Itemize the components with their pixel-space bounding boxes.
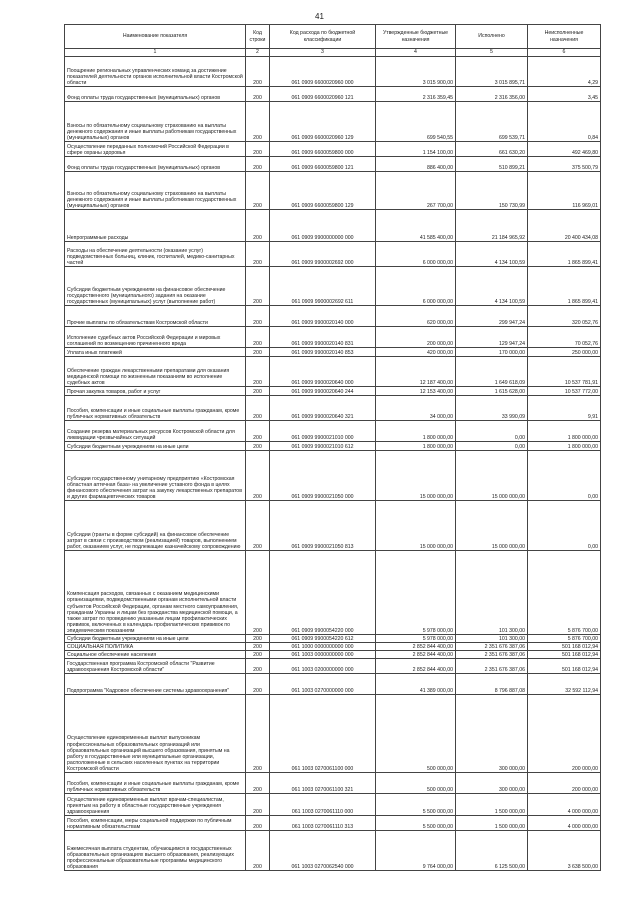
row-executed-value: 4 134 100,59 bbox=[456, 242, 528, 267]
row-approved-value: 500 000,00 bbox=[376, 773, 456, 794]
row-unexecuted-value: 3 638 500,00 bbox=[528, 831, 601, 871]
row-unexecuted-value: 1 865 899,41 bbox=[528, 242, 601, 267]
row-budget-code: 061 0909 9900020640 321 bbox=[270, 396, 376, 421]
row-unexecuted-value: 0,00 bbox=[528, 501, 601, 551]
row-approved-value: 6 000 000,00 bbox=[376, 242, 456, 267]
row-approved-value: 5 500 000,00 bbox=[376, 816, 456, 831]
column-number: 5 bbox=[456, 49, 528, 57]
row-unexecuted-value: 320 052,76 bbox=[528, 306, 601, 327]
table-row bbox=[65, 157, 601, 172]
row-unexecuted-value: 492 469,80 bbox=[528, 142, 601, 157]
row-budget-code: 061 1003 0270062540 000 bbox=[270, 831, 376, 871]
row-approved-value: 2 852 844 400,00 bbox=[376, 659, 456, 674]
table-body bbox=[65, 57, 601, 871]
row-budget-code: 061 0909 6600020960 000 bbox=[270, 57, 376, 87]
row-unexecuted-value: 116 969,01 bbox=[528, 172, 601, 210]
row-line-code: 200 bbox=[246, 651, 270, 659]
row-budget-code: 061 1000 0000000000 000 bbox=[270, 643, 376, 651]
row-line-code: 200 bbox=[246, 674, 270, 695]
row-line-code: 200 bbox=[246, 816, 270, 831]
row-executed-value: 21 184 965,92 bbox=[456, 210, 528, 242]
row-budget-code: 061 0909 6600059800 129 bbox=[270, 172, 376, 210]
table-row bbox=[65, 421, 601, 442]
row-indicator-name: Осуществление переданных полномочий Российской Федерации в сфере охраны здоровья bbox=[65, 142, 246, 157]
table-row bbox=[65, 210, 601, 242]
row-approved-value: 1 800 000,00 bbox=[376, 421, 456, 442]
budget-execution-table bbox=[64, 24, 601, 871]
row-executed-value: 300 000,00 bbox=[456, 773, 528, 794]
row-approved-value: 34 000,00 bbox=[376, 396, 456, 421]
row-line-code: 200 bbox=[246, 327, 270, 348]
column-number: 1 bbox=[65, 49, 246, 57]
row-unexecuted-value: 4,29 bbox=[528, 57, 601, 87]
row-indicator-name: Пособия, компенсации и иные социальные выплаты гражданам, кроме публичных нормативных обязательств bbox=[65, 396, 246, 421]
row-approved-value: 6 000 000,00 bbox=[376, 267, 456, 306]
row-approved-value: 12 153 400,00 bbox=[376, 387, 456, 396]
header-executed: Исполнено bbox=[456, 25, 528, 49]
header-indicator-name: Наименование показателя bbox=[65, 25, 246, 49]
row-indicator-name: Пособия, компенсации и иные социальные выплаты гражданам, кроме публичных нормативных обязательств bbox=[65, 773, 246, 794]
row-unexecuted-value: 4 000 000,00 bbox=[528, 816, 601, 831]
row-unexecuted-value: 501 168 012,94 bbox=[528, 643, 601, 651]
row-indicator-name: Исполнение судебных актов Российской Федерации и мировых соглашений по возмещению причиненного вреда bbox=[65, 327, 246, 348]
row-line-code: 200 bbox=[246, 659, 270, 674]
row-executed-value: 8 796 887,08 bbox=[456, 674, 528, 695]
row-executed-value: 170 000,00 bbox=[456, 348, 528, 357]
row-line-code: 200 bbox=[246, 695, 270, 773]
row-budget-code: 061 1003 0270000000 000 bbox=[270, 674, 376, 695]
row-executed-value: 101 300,00 bbox=[456, 635, 528, 643]
row-line-code: 200 bbox=[246, 635, 270, 643]
row-indicator-name: Субсидии (гранты в форме субсидий) на финансовое обеспечение затрат в связи с производством (реализацией) товаров, выполнением работ, оказанием услуг, не подлежащие казначейскому сопровождению bbox=[65, 501, 246, 551]
row-approved-value: 699 540,55 bbox=[376, 102, 456, 142]
table-row bbox=[65, 87, 601, 102]
row-indicator-name: Непрограммные расходы bbox=[65, 210, 246, 242]
row-executed-value: 33 990,09 bbox=[456, 396, 528, 421]
table-row bbox=[65, 306, 601, 327]
row-approved-value: 3 015 900,00 bbox=[376, 57, 456, 87]
table-row bbox=[65, 794, 601, 816]
row-unexecuted-value: 501 168 012,94 bbox=[528, 651, 601, 659]
row-unexecuted-value: 1 800 000,00 bbox=[528, 442, 601, 451]
row-line-code: 200 bbox=[246, 157, 270, 172]
row-executed-value: 0,00 bbox=[456, 421, 528, 442]
row-line-code: 200 bbox=[246, 421, 270, 442]
row-budget-code: 061 0909 6600020960 121 bbox=[270, 87, 376, 102]
row-unexecuted-value: 70 052,76 bbox=[528, 327, 601, 348]
row-unexecuted-value: 200 000,00 bbox=[528, 773, 601, 794]
row-approved-value: 886 400,00 bbox=[376, 157, 456, 172]
row-unexecuted-value: 375 500,79 bbox=[528, 157, 601, 172]
row-unexecuted-value: 4 000 000,00 bbox=[528, 794, 601, 816]
row-indicator-name: Фонд оплаты труда государственных (муниципальных) органов bbox=[65, 87, 246, 102]
row-budget-code: 061 0909 9900021010 612 bbox=[270, 442, 376, 451]
row-indicator-name: Осуществление единовременных выплат выпускникам профессиональных образовательных организаций или образовательных организаций высшего образования, принятым на работу в государственные или муниципальные организации, расположенные в сельских населенных пунктах на территории Костромской области bbox=[65, 695, 246, 773]
row-indicator-name: Субсидии бюджетным учреждениям на иные цели bbox=[65, 442, 246, 451]
table-row bbox=[65, 643, 601, 651]
row-budget-code: 061 0909 9900021050 813 bbox=[270, 501, 376, 551]
row-budget-code: 061 0909 9900054220 000 bbox=[270, 551, 376, 635]
row-approved-value: 2 852 844 400,00 bbox=[376, 643, 456, 651]
table-row bbox=[65, 327, 601, 348]
row-line-code: 200 bbox=[246, 172, 270, 210]
row-budget-code: 061 0909 6600059800 000 bbox=[270, 142, 376, 157]
table-row bbox=[65, 442, 601, 451]
row-indicator-name: Подпрограмма "Кадровое обеспечение системы здравоохранения" bbox=[65, 674, 246, 695]
table-row bbox=[65, 172, 601, 210]
row-line-code: 200 bbox=[246, 142, 270, 157]
table-row bbox=[65, 396, 601, 421]
row-indicator-name: Взносы по обязательному социальному страхованию на выплаты денежного содержания и иные выплаты работникам государственных (муниципальных) органов bbox=[65, 102, 246, 142]
row-indicator-name: Прочие выплаты по обязательствам Костромской области bbox=[65, 306, 246, 327]
row-budget-code: 061 1003 0200000000 000 bbox=[270, 659, 376, 674]
row-line-code: 200 bbox=[246, 210, 270, 242]
row-line-code: 200 bbox=[246, 87, 270, 102]
row-indicator-name: Компенсация расходов, связанных с оказанием медицинскими организациями, подведомственными органам исполнительной власти субъектов Российской Федерации, органам местного самоуправления, гражданам Украины и лицам без гражданства медицинской помощи, а также затрат по проведению указанным лицам профилактических прививок, включенных в календарь профилактических прививок по эпидемическим показаниям bbox=[65, 551, 246, 635]
table-header-row bbox=[65, 25, 601, 49]
table-row bbox=[65, 501, 601, 551]
row-unexecuted-value: 32 592 112,94 bbox=[528, 674, 601, 695]
column-number: 2 bbox=[246, 49, 270, 57]
row-indicator-name: Уплата иных платежей bbox=[65, 348, 246, 357]
row-executed-value: 510 899,21 bbox=[456, 157, 528, 172]
header-budget-code: Код расхода по бюджетной классификации bbox=[270, 25, 376, 49]
header-approved: Утвержденные бюджетные назначения bbox=[376, 25, 456, 49]
row-executed-value: 2 351 676 387,06 bbox=[456, 659, 528, 674]
table-row bbox=[65, 773, 601, 794]
row-line-code: 200 bbox=[246, 267, 270, 306]
row-executed-value: 2 351 676 387,06 bbox=[456, 651, 528, 659]
row-unexecuted-value: 10 537 781,91 bbox=[528, 357, 601, 387]
row-executed-value: 299 947,24 bbox=[456, 306, 528, 327]
row-budget-code: 061 0909 9900021010 000 bbox=[270, 421, 376, 442]
row-budget-code: 061 1003 0270061110 313 bbox=[270, 816, 376, 831]
row-indicator-name: Обеспечение граждан лекарственными препаратами для оказания медицинской помощи по жизненным показаниям во исполнение судебных актов bbox=[65, 357, 246, 387]
row-indicator-name: Социальное обеспечение населения bbox=[65, 651, 246, 659]
row-approved-value: 267 700,00 bbox=[376, 172, 456, 210]
row-approved-value: 420 000,00 bbox=[376, 348, 456, 357]
row-approved-value: 5 500 000,00 bbox=[376, 794, 456, 816]
row-unexecuted-value: 1 865 899,41 bbox=[528, 267, 601, 306]
page-number: 41 bbox=[315, 12, 324, 21]
row-approved-value: 41 389 000,00 bbox=[376, 674, 456, 695]
row-approved-value: 12 187 400,00 bbox=[376, 357, 456, 387]
table-row bbox=[65, 57, 601, 87]
table-row bbox=[65, 659, 601, 674]
table-row bbox=[65, 831, 601, 871]
table-row bbox=[65, 695, 601, 773]
row-approved-value: 5 978 000,00 bbox=[376, 551, 456, 635]
row-approved-value: 9 764 000,00 bbox=[376, 831, 456, 871]
row-approved-value: 15 000 000,00 bbox=[376, 501, 456, 551]
row-approved-value: 5 978 000,00 bbox=[376, 635, 456, 643]
row-line-code: 200 bbox=[246, 396, 270, 421]
row-budget-code: 061 0909 9900021050 000 bbox=[270, 451, 376, 501]
row-executed-value: 1 500 000,00 bbox=[456, 794, 528, 816]
row-approved-value: 15 000 000,00 bbox=[376, 451, 456, 501]
row-executed-value: 2 316 356,00 bbox=[456, 87, 528, 102]
column-number: 4 bbox=[376, 49, 456, 57]
row-executed-value: 1 500 000,00 bbox=[456, 816, 528, 831]
row-line-code: 200 bbox=[246, 551, 270, 635]
row-approved-value: 1 800 000,00 bbox=[376, 442, 456, 451]
row-indicator-name: Поощрение региональных управленческих команд за достижение показателей деятельности органов исполнительной власти Костромской области bbox=[65, 57, 246, 87]
column-number: 6 bbox=[528, 49, 601, 57]
row-budget-code: 061 0909 9900054220 612 bbox=[270, 635, 376, 643]
row-indicator-name: Фонд оплаты труда государственных (муниципальных) органов bbox=[65, 157, 246, 172]
table-row bbox=[65, 674, 601, 695]
row-indicator-name: Создание резерва материальных ресурсов Костромской области для ликвидации чрезвычайных ситуаций bbox=[65, 421, 246, 442]
row-approved-value: 620 000,00 bbox=[376, 306, 456, 327]
row-budget-code: 061 0909 9900002692 611 bbox=[270, 267, 376, 306]
row-line-code: 200 bbox=[246, 57, 270, 87]
row-approved-value: 2 852 844 400,00 bbox=[376, 651, 456, 659]
row-budget-code: 061 1003 0270061110 000 bbox=[270, 794, 376, 816]
row-unexecuted-value: 200 000,00 bbox=[528, 695, 601, 773]
row-indicator-name: Взносы по обязательному социальному страхованию на выплаты денежного содержания и иные выплаты работникам государственных (муниципальных) органов bbox=[65, 172, 246, 210]
row-line-code: 200 bbox=[246, 102, 270, 142]
row-budget-code: 061 0909 9900002692 000 bbox=[270, 242, 376, 267]
row-indicator-name: СОЦИАЛЬНАЯ ПОЛИТИКА bbox=[65, 643, 246, 651]
header-line-code: Код строки bbox=[246, 25, 270, 49]
row-line-code: 200 bbox=[246, 794, 270, 816]
table-row bbox=[65, 651, 601, 659]
table-row bbox=[65, 242, 601, 267]
row-executed-value: 661 630,20 bbox=[456, 142, 528, 157]
row-executed-value: 4 134 100,59 bbox=[456, 267, 528, 306]
row-budget-code: 061 1003 0270061100 321 bbox=[270, 773, 376, 794]
table-row bbox=[65, 387, 601, 396]
row-indicator-name: Прочая закупка товаров, работ и услуг bbox=[65, 387, 246, 396]
table-row bbox=[65, 142, 601, 157]
row-executed-value: 15 000 000,00 bbox=[456, 451, 528, 501]
row-unexecuted-value: 3,45 bbox=[528, 87, 601, 102]
row-indicator-name: Ежемесячная выплата студентам, обучающимся в государственных образовательных организациях высшего образования, реализующих профессиональные образовательные программы медицинского образования bbox=[65, 831, 246, 871]
row-line-code: 200 bbox=[246, 387, 270, 396]
row-budget-code: 061 1003 0270061100 000 bbox=[270, 695, 376, 773]
row-indicator-name: Пособия, компенсации, меры социальной поддержки по публичным нормативным обязательствам bbox=[65, 816, 246, 831]
row-line-code: 200 bbox=[246, 643, 270, 651]
row-unexecuted-value: 5 876 700,00 bbox=[528, 635, 601, 643]
row-budget-code: 061 0909 9900020140 853 bbox=[270, 348, 376, 357]
row-executed-value: 6 125 500,00 bbox=[456, 831, 528, 871]
row-budget-code: 061 0909 9900000000 000 bbox=[270, 210, 376, 242]
row-budget-code: 061 0909 9900020640 000 bbox=[270, 357, 376, 387]
table-row bbox=[65, 267, 601, 306]
row-executed-value: 1 649 618,09 bbox=[456, 357, 528, 387]
table-row bbox=[65, 357, 601, 387]
header-unexecuted: Неисполненные назначения bbox=[528, 25, 601, 49]
row-approved-value: 200 000,00 bbox=[376, 327, 456, 348]
row-line-code: 200 bbox=[246, 357, 270, 387]
column-number: 3 bbox=[270, 49, 376, 57]
row-budget-code: 061 1003 0000000000 000 bbox=[270, 651, 376, 659]
row-indicator-name: Государственная программа Костромской области "Развитие здравоохранения Костромской области" bbox=[65, 659, 246, 674]
row-unexecuted-value: 5 876 700,00 bbox=[528, 551, 601, 635]
row-indicator-name: Осуществление единовременных выплат врачам-специалистам, принятым на работу в областные государственные учреждения здравоохранения bbox=[65, 794, 246, 816]
row-unexecuted-value: 0,84 bbox=[528, 102, 601, 142]
row-executed-value: 3 015 895,71 bbox=[456, 57, 528, 87]
row-budget-code: 061 0909 9900020140 000 bbox=[270, 306, 376, 327]
row-executed-value: 0,00 bbox=[456, 442, 528, 451]
row-budget-code: 061 0909 6600020960 129 bbox=[270, 102, 376, 142]
row-unexecuted-value: 0,00 bbox=[528, 451, 601, 501]
row-unexecuted-value: 10 537 772,00 bbox=[528, 387, 601, 396]
table-row bbox=[65, 635, 601, 643]
table-row bbox=[65, 816, 601, 831]
row-line-code: 200 bbox=[246, 242, 270, 267]
row-executed-value: 129 947,24 bbox=[456, 327, 528, 348]
row-approved-value: 500 000,00 bbox=[376, 695, 456, 773]
row-unexecuted-value: 501 168 012,94 bbox=[528, 659, 601, 674]
row-executed-value: 1 615 628,00 bbox=[456, 387, 528, 396]
row-budget-code: 061 0909 9900020140 831 bbox=[270, 327, 376, 348]
row-indicator-name: Субсидии бюджетным учреждениям на финансовое обеспечение государственного (муниципального) задания на оказание государственных (муниципальных) услуг (выполнение работ) bbox=[65, 267, 246, 306]
table-row bbox=[65, 102, 601, 142]
row-executed-value: 2 351 676 387,06 bbox=[456, 643, 528, 651]
row-line-code: 200 bbox=[246, 348, 270, 357]
row-executed-value: 150 730,99 bbox=[456, 172, 528, 210]
row-approved-value: 2 316 359,45 bbox=[376, 87, 456, 102]
row-executed-value: 300 000,00 bbox=[456, 695, 528, 773]
row-unexecuted-value: 9,91 bbox=[528, 396, 601, 421]
row-executed-value: 15 000 000,00 bbox=[456, 501, 528, 551]
row-line-code: 200 bbox=[246, 442, 270, 451]
row-line-code: 200 bbox=[246, 831, 270, 871]
row-line-code: 200 bbox=[246, 501, 270, 551]
row-line-code: 200 bbox=[246, 451, 270, 501]
row-indicator-name: Субсидии бюджетным учреждениям на иные цели bbox=[65, 635, 246, 643]
row-unexecuted-value: 250 000,00 bbox=[528, 348, 601, 357]
row-executed-value: 699 539,71 bbox=[456, 102, 528, 142]
row-unexecuted-value: 1 800 000,00 bbox=[528, 421, 601, 442]
row-executed-value: 101 300,00 bbox=[456, 551, 528, 635]
budget-table-container bbox=[64, 24, 600, 871]
table-row bbox=[65, 451, 601, 501]
row-budget-code: 061 0909 6600059800 121 bbox=[270, 157, 376, 172]
table-row bbox=[65, 348, 601, 357]
column-number-row bbox=[65, 49, 601, 57]
row-indicator-name: Субсидии государственному унитарному предприятию «Костромская областная аптечная база» на увеличение уставного фонда в целях финансового обеспечения затрат на закупку лекарственных препаратов и других фармацевтических товаров bbox=[65, 451, 246, 501]
row-budget-code: 061 0909 9900020640 244 bbox=[270, 387, 376, 396]
row-unexecuted-value: 20 400 434,08 bbox=[528, 210, 601, 242]
table-row bbox=[65, 551, 601, 635]
row-approved-value: 41 585 400,00 bbox=[376, 210, 456, 242]
row-line-code: 200 bbox=[246, 773, 270, 794]
row-approved-value: 1 154 100,00 bbox=[376, 142, 456, 157]
row-indicator-name: Расходы на обеспечение деятельности (оказание услуг) подведомственных больниц, клиник, госпиталей, медико-санитарных частей bbox=[65, 242, 246, 267]
row-line-code: 200 bbox=[246, 306, 270, 327]
